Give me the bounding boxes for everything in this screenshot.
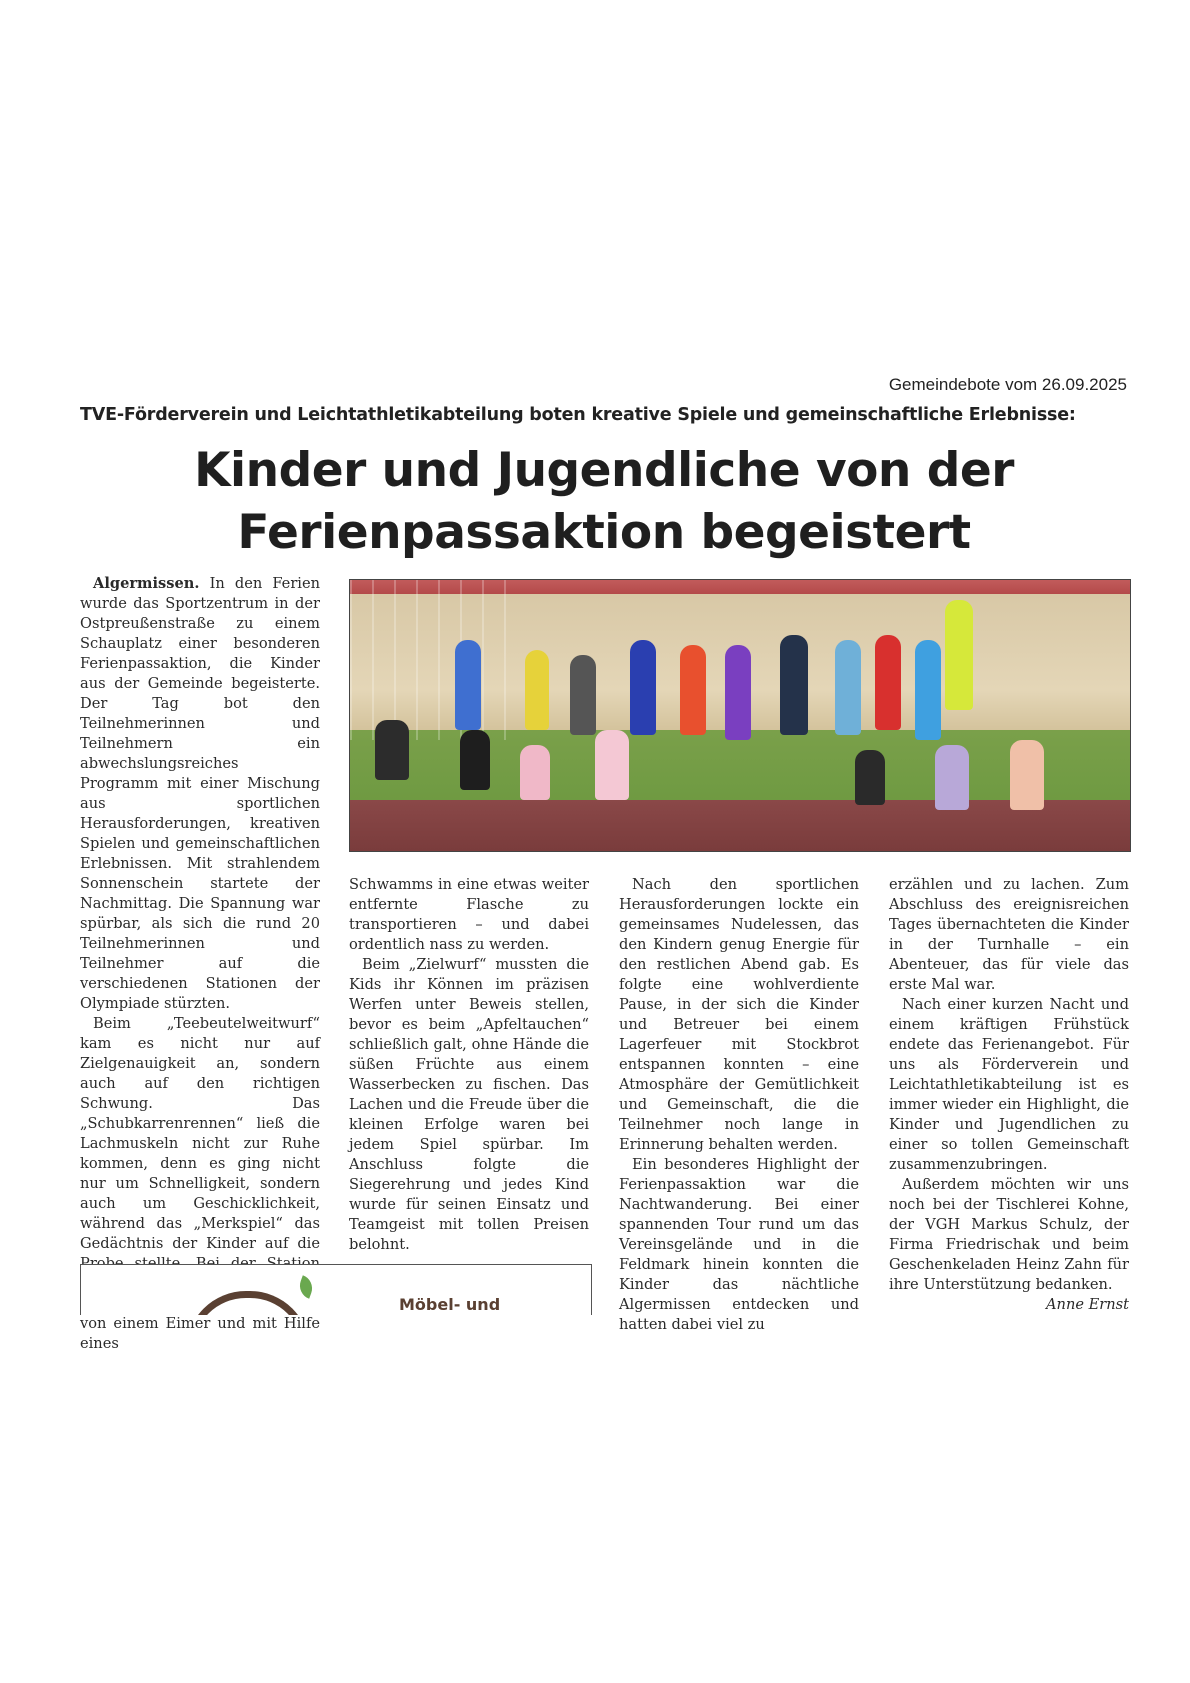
photo-fence <box>350 580 510 740</box>
advertisement <box>80 1264 592 1315</box>
paragraph: erzählen und zu lachen. Zum Abschluss des ereignisreichen Tages übernachteten die Kinder in der Turnhalle – ein Abenteuer, das für viele das erste Mal war. <box>889 876 1129 993</box>
photo-figure <box>915 640 941 740</box>
photo-figure <box>460 730 490 790</box>
photo-figure <box>1010 740 1044 810</box>
photo-figure <box>875 635 901 730</box>
photo-figure <box>520 745 550 800</box>
headline-line-2: Ferienpassaktion begeistert <box>237 505 971 560</box>
photo-figure <box>595 730 629 800</box>
paragraph: Beim „Zielwurf“ mussten die Kids ihr Können im präzisen Werfen unter Beweis stellen, bevor es beim „Apfeltauchen“ schließlich galt, ohne Hände die süßen Früchte aus einem Wasserbecken zu fischen. Das Lachen und die Freude über die kleinen Erfolge waren bei jedem Spiel spürbar. Im Anschluss folgte die Siegerehrung und jedes Kind wurde für seinen Einsatz und Teamgeist mit tollen Preisen belohnt. <box>349 956 589 1253</box>
photo-figure <box>455 640 481 730</box>
source-line: Gemeindebote vom 26.09.2025 <box>888 375 1127 394</box>
photo-figure <box>570 655 596 735</box>
photo-figure <box>375 720 409 780</box>
paragraph <box>80 574 320 1014</box>
logo-icon <box>186 1291 310 1315</box>
photo-figure <box>630 640 656 735</box>
article-column-1 <box>80 574 320 1354</box>
photo-figure <box>680 645 706 735</box>
paragraph: Beim „Teebeutelweitwurf“ kam es nicht nur auf Zielgenauigkeit an, sondern auch auf den richtigen Schwung. Das „Schubkarrenrennen“ ließ die Lachmuskeln nicht zur Ruhe kommen, denn es ging nicht nur um Schnelligkeit, sondern auch um Geschicklichkeit, während das „Merkspiel“ das Gedächtnis der Kinder auf die von einem Eimer und mit Hilfe eines <box>80 1015 320 1352</box>
photo-figure <box>525 650 549 730</box>
dateline: Algermissen. <box>93 575 200 592</box>
photo-figure <box>855 750 885 805</box>
photo-figure <box>835 640 861 735</box>
article-column-2 <box>349 875 589 1255</box>
kicker: TVE-Förderverein und Leichtathletikabteilung boten kreative Spiele und gemeinschaftliche Erlebnisse: <box>80 405 1076 425</box>
paragraph: Ein besonderes Highlight der Ferienpassaktion war die Nachtwanderung. Bei einer spannenden Tour rund um das Vereinsgelände und in die Feldmark hinein konnten die Kinder das nächtliche Algermissen entdecken und hatten dabei viel zu <box>619 1156 859 1333</box>
photo-figure <box>725 645 751 740</box>
group-photo <box>349 579 1131 852</box>
paragraph: Nach einer kurzen Nacht und einem kräftigen Frühstück endete das Ferienangebot. Für uns als Förderverein und Leichtathletikabteilung ist es immer wieder ein Highlight, die Kinder und Jugendlichen zu einer so tollen Gemeinschaft zusammenzubringen. <box>889 996 1129 1173</box>
headline-line-1: Kinder und Jugendliche von der <box>194 443 1014 498</box>
photo-figure <box>945 600 973 710</box>
article-column-3 <box>619 875 859 1335</box>
article-column-4 <box>889 875 1129 1315</box>
photo-figure <box>935 745 969 810</box>
leaf-icon <box>296 1275 316 1299</box>
photo-figure <box>780 635 808 735</box>
paragraph-text: In den Ferien wurde das Sportzentrum in der Ostpreußenstraße zu einem Schauplatz einer besonderen Ferienpassaktion, die Kinder aus der Gemeinde begeisterte. Der Tag bot den Teilnehmerinnen und Teilnehmern ein abwechslungsreiches Programm mit einer Mischung aus sportlichen Herausforderungen, kreativen Spielen und gemeinschaftlichen Erlebnissen. Mit strahlendem Sonnenschein startete der Nachmittag. Die Spannung war spürbar, als sich die rund 20 Teilnehmerinnen und Teilnehmer auf die verschiedenen Stationen der Olympiade stürzten. <box>80 575 320 1012</box>
paragraph: Außerdem möchten wir uns noch bei der Tischlerei Kohne, der VGH Markus Schulz, der Firma Friedrischak und beim Geschenkeladen Heinz Zahn für ihre Unterstützung bedanken. <box>889 1176 1129 1293</box>
ad-text: Möbel- und <box>399 1295 501 1314</box>
author: Anne Ernst <box>1046 1296 1129 1313</box>
paragraph: Schwamms in eine etwas weiter entfernte Flasche zu transportieren – und dabei ordentlich nass zu werden. <box>349 876 589 953</box>
paragraph: Nach den sportlichen Herausforderungen lockte ein gemeinsames Nudelessen, das den Kindern genug Energie für den restlichen Abend gab. Es folgte eine wohlverdiente Pause, in der sich die Kinder und Betreuer bei einem Lagerfeuer mit Stockbrot entspannen konnten – eine Atmosphäre der Gemütlichkeit und Gemeinschaft, die die Teilnehmer noch lange in Erinnerung behalten werden. <box>619 876 859 1153</box>
headline <box>80 440 1128 564</box>
